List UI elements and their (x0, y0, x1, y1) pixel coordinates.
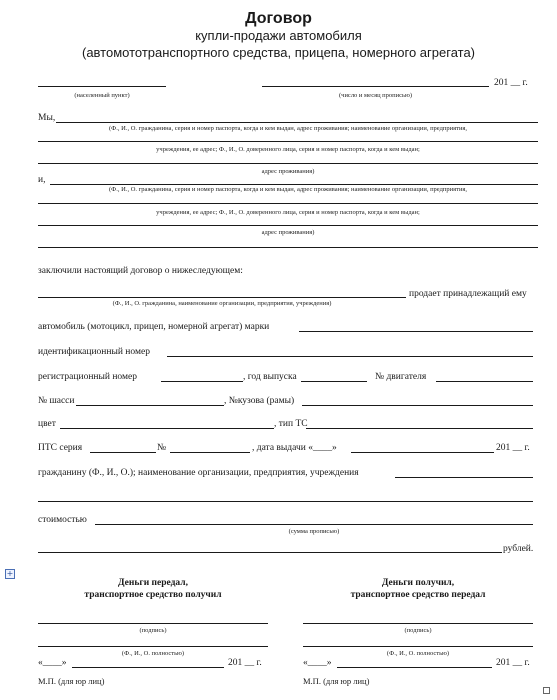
left-date-line (72, 667, 224, 668)
pts-year: 201 __ г. (496, 443, 530, 453)
document-title: Договор (245, 10, 312, 27)
right-date-line (337, 667, 492, 668)
car-label: автомобиль (мотоцикл, прицеп, номерной агрегат) марки (38, 322, 270, 332)
right-sign-line (303, 623, 533, 624)
year-label: , год выпуска (243, 372, 297, 382)
right-stamp: М.П. (для юр лиц) (303, 676, 370, 686)
right-sign-year: 201 __ г. (496, 658, 530, 668)
right-sign-caption: (подпись) (404, 627, 432, 634)
right-fio-caption: (Ф., И., О. полностью) (386, 650, 450, 657)
body-line (302, 405, 533, 406)
concluded-text: заключили настоящий договор о нижеследующем: (38, 266, 243, 276)
buyer-label: гражданину (Ф., И., О.); наименование организации, предприятия, учреждения (38, 468, 359, 478)
year-line (301, 381, 367, 382)
left-sign-title-1: Деньги передал, (118, 578, 188, 588)
party1-caption-2: учреждения, ее адрес; Ф., И., О. доверенного лица, серия и номер паспорта, когда и кем выдан; (156, 146, 420, 153)
sum-caption: (сумма прописью) (288, 528, 340, 535)
party1-line-2 (38, 141, 538, 142)
party1-line-1 (56, 122, 538, 123)
party1-line-3 (38, 163, 538, 164)
left-stamp: М.П. (для юр лиц) (38, 676, 105, 686)
cost-label: стоимостью (38, 515, 87, 525)
left-fio-line (38, 646, 268, 647)
chassis-label: № шасси (38, 396, 75, 406)
color-label: цвет (38, 419, 56, 429)
reg-label: регистрационный номер (38, 372, 137, 382)
left-sign-date: «____» (38, 658, 67, 668)
pts-no-label: № (157, 443, 167, 453)
engine-label: № двигателя (375, 372, 427, 382)
party2-line-3 (38, 225, 538, 226)
and-label: и, (38, 175, 46, 185)
party2-line-4 (38, 247, 538, 248)
rubles-text: рублей. (503, 544, 534, 554)
buyer-line-1 (395, 477, 533, 478)
party1-caption-3: адрес проживания) (261, 168, 315, 175)
body-label: , №кузова (рамы) (224, 396, 295, 406)
reg-line (161, 381, 243, 382)
car-line (299, 331, 533, 332)
year-text: 201 __ г. (494, 78, 528, 88)
document-subtitle: купли-продажи автомобиля (195, 28, 362, 43)
seller-caption: (Ф., И., О. гражданина, наименование организации, предприятия, учреждения) (112, 300, 332, 307)
vin-line (167, 356, 533, 357)
party2-caption-3: адрес проживания) (261, 229, 315, 236)
color-line (60, 428, 274, 429)
right-sign-title-1: Деньги получил, (381, 578, 455, 588)
place-line (38, 86, 166, 87)
right-fio-line (303, 646, 533, 647)
pts-series-label: ПТС серия (38, 443, 83, 453)
pts-series-line (90, 452, 156, 453)
party2-line-2 (38, 203, 538, 204)
engine-line (436, 381, 533, 382)
left-sign-year: 201 __ г. (228, 658, 262, 668)
left-fio-caption: (Ф., И., О. полностью) (121, 650, 185, 657)
place-caption: (населенный пункт) (74, 92, 130, 99)
resize-handle-icon[interactable] (543, 687, 550, 694)
buyer-line-2 (38, 501, 533, 502)
cost-line (95, 524, 533, 525)
cost-line-2 (38, 552, 502, 553)
left-sign-line (38, 623, 268, 624)
we-label: Мы, (38, 113, 56, 123)
type-label: , тип ТС (274, 419, 308, 429)
right-sign-title-2: транспортное средство передал (350, 590, 486, 600)
plus-icon[interactable]: + (6, 569, 14, 578)
party2-line-1 (50, 184, 538, 185)
pts-no-line (170, 452, 250, 453)
type-line (306, 428, 533, 429)
date-caption: (число и месяц прописью) (339, 92, 412, 99)
sells-text: продает принадлежащий ему (409, 289, 527, 299)
document-subtitle-2: (автомототранспортного средства, прицепа, номерного агрегата) (81, 45, 475, 60)
seller-line (38, 297, 406, 298)
party2-caption-1: (Ф., И., О. гражданина, серия и номер паспорта, когда и кем выдан, адрес проживания; наименование организации, предприятия, (108, 186, 468, 193)
pts-date-label: , дата выдачи «____» (252, 443, 337, 453)
party2-caption-2: учреждения, ее адрес; Ф., И., О. доверенного лица, серия и номер паспорта, когда и кем выдан; (156, 209, 420, 216)
left-sign-title-2: транспортное средство получил (84, 590, 222, 600)
left-sign-caption: (подпись) (139, 627, 167, 634)
chassis-line (76, 405, 224, 406)
vin-label: идентификационный номер (38, 347, 150, 357)
party1-caption-1: (Ф., И., О. гражданина, серия и номер паспорта, когда и кем выдан, адрес проживания; наименование организации, предприятия, (108, 125, 468, 132)
right-sign-date: «____» (303, 658, 332, 668)
pts-date-line (351, 452, 494, 453)
date-line (262, 86, 489, 87)
